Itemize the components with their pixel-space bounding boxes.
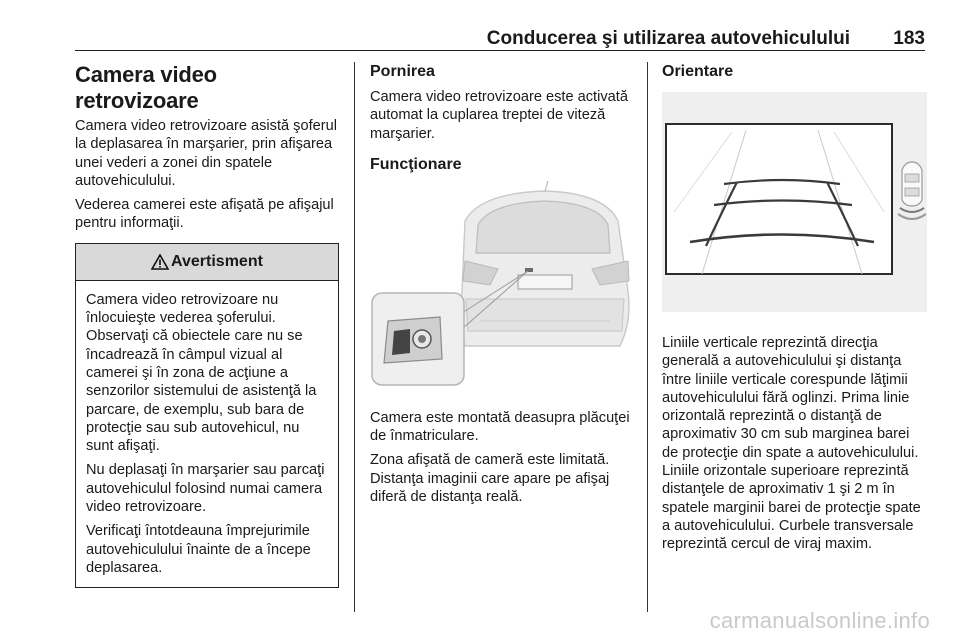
column-2 [370, 62, 635, 512]
column-divider-right [647, 62, 648, 612]
page-number: 183 [893, 28, 925, 49]
camera-display-illustration [662, 92, 927, 312]
page-header [75, 28, 925, 51]
warning-title: Avertisment [171, 252, 263, 270]
activation-paragraph: Camera video retrovizoare este activată automat la cuplarea treptei de viteză marşarier. [370, 89, 628, 142]
warning-paragraph-1: Camera video retrovizoare nu înlocuieşte vederea şoferului. Observaţi că obiectele care nu se încadrează în câmpul vizual al camerei şi în zona de acţiune a senzorilor sistemului de asistenţă la parcare, de exemplu, sub bara de protecţie sau sub autovehicul, nu sunt afişaţi. [86, 291, 317, 455]
section-heading-camera: Camera video retrovizoare [75, 62, 217, 113]
display-paragraph: Vederea camerei este afişată pe afişajul pentru informaţii. [75, 197, 334, 232]
orientation-paragraph: Liniile verticale reprezintă direcţia generală a autovehiculului şi distanţa între liniile verticale corespunde lăţimii autovehiculului fără oglinzi. Prima linie orizontală reprezintă o distanţă de aproximativ 30 cm sub marginea barei de protecţie din spate a autovehiculului. Liniile orizontale superioare reprezintă distanţele de aproximativ 1 şi 2 m în spatele marginii barei de protecţie spate a autovehiculului. Curbele transversale reprezintă cercul de viraj maxim. [662, 335, 921, 553]
mounting-paragraph: Camera este montată deasupra plăcuţei de înmatriculare. [370, 409, 630, 445]
section-heading-orientation: Orientare [662, 63, 734, 80]
page-title: Conducerea şi utilizarea autovehiculului [486, 28, 850, 49]
section-heading-function: Funcţionare [370, 155, 462, 173]
warning-box [75, 243, 339, 588]
column-divider-left [354, 62, 355, 612]
warning-paragraph-3: Verificaţi întotdeauna împrejurimile autovehiculului înainte de a începe deplasarea. [86, 523, 311, 576]
warning-header [76, 244, 338, 281]
warning-paragraph-2: Nu deplasaţi în marşarier sau parcaţi autovehiculul folosind numai camera video retrovizoare. [86, 462, 325, 516]
column-1 [75, 62, 340, 588]
warning-triangle-icon [151, 254, 169, 270]
section-heading-start: Pornirea [370, 63, 435, 80]
limitation-paragraph: Zona afişată de cameră este limitată. Distanţa imaginii care apare pe afişaj diferă de distanţa reală. [370, 452, 610, 506]
watermark: carmanualsonline.info [709, 608, 930, 633]
camera-location-illustration [370, 181, 635, 401]
column-3 [662, 62, 927, 560]
intro-paragraph: Camera video retrovizoare asistă şoferul la deplasarea în marşarier, prin afişarea unei vederi a zonei din spatele autovehiculului. [75, 118, 337, 189]
warning-body [76, 281, 338, 587]
